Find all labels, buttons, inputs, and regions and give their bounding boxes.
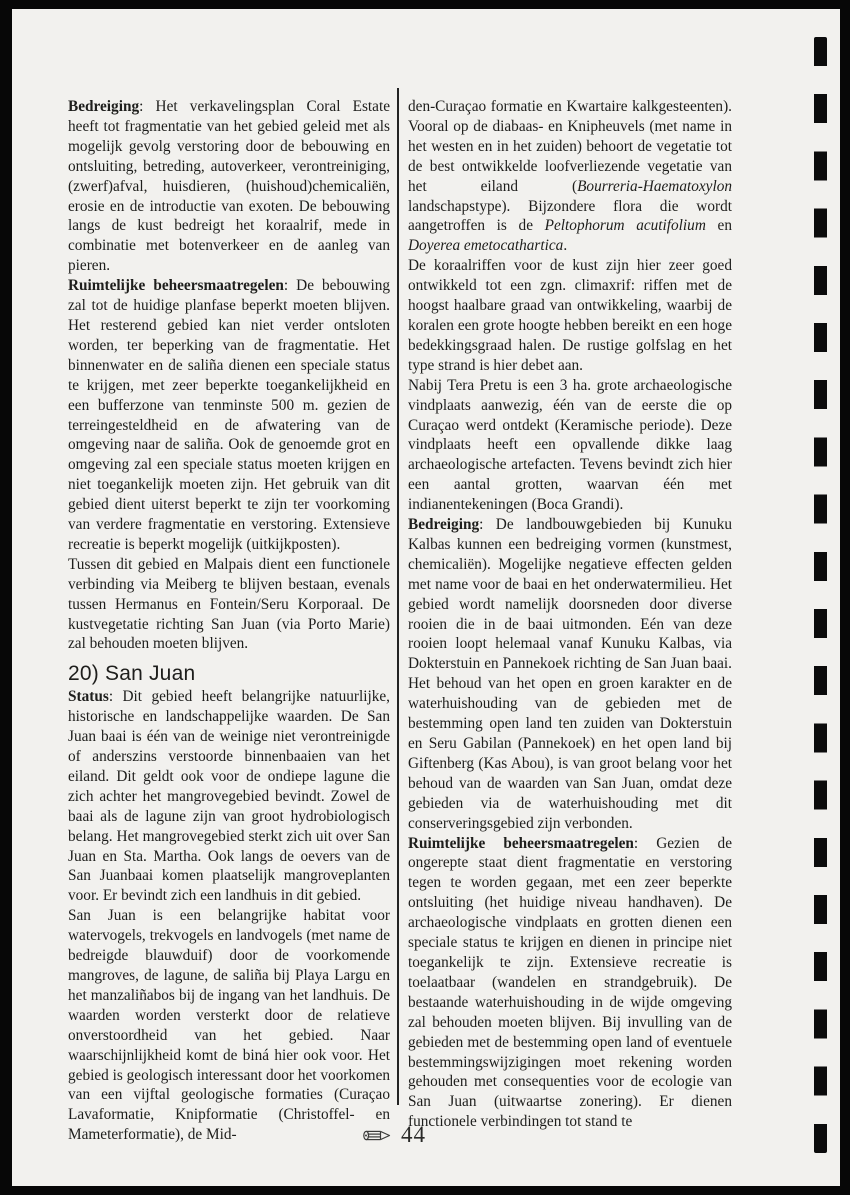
page [12,9,840,1186]
paragraph: Ruimtelijke beheersmaatregelen: Gezien de ongerepte staat dient fragmentatie en verstoring tegen te worden gegaan, met een zeer beperkte ontsluiting (het huidige niveau handhaven). De archaeologische vindplaats en grotten dienen een speciale status te krijgen en dienen in principe niet toegankelijk te zijn. Extensieve recreatie is toelaatbaar (wandelen en strandgebruik). De bestaande waterhuishouding in de wijde omgeving zal behouden moeten blijven. Bij invulling van de gebieden met de bestemming open land of eventuele bestemmingswijzigingen moet rekening worden gehouden met consequenties voor de ecologie van San Juan (uitwaartse zonering). Er dienen functionele verbindingen tot stand te [408,834,732,1131]
paragraph: Tussen dit gebied en Malpais dient een functionele verbinding via Meiberg te blijven bestaan, evenals tussen Hermanus en Fontein/Seru Korporaal. De kustvegetatie richting San Juan (via Porto Marie) zal behouden moeten blijven. [68,555,390,653]
binding-holes [814,37,827,1153]
section-heading: 20) San Juan [68,662,196,686]
paragraph: Ruimtelijke beheersmaatregelen: De bebouwing zal tot de huidige planfase beperkt moeten blijven. Het resterend gebied kan niet verder ontsloten worden, ter beperking van de fragmentatie. Het binnenwater en de saliña dienen een speciale status te krijgen, met zeer beperkte toegankelijkheid en een bufferzone van tenminste 500 m. gezien de terreingesteldheid en de afwatering van de omgeving naar de saliña. Ook de genoemde grot en omgeving zal een speciale status moeten krijgen en niet toegankelijk moeten zijn. Het gebruik van dit gebied dient uiterst beperkt te zijn ter voorkoming van verdere fragmentatie en verstoring. Extensieve recreatie is beperkt mogelijk (uitkijkposten). [68,277,390,553]
page-footer [362,1122,426,1148]
paragraph: den-Curaçao formatie en Kwartaire kalkgesteenten). Vooral op de diabaas- en Knipheuvels (met name in het westen en in het zuiden) behoort de vegetatie tot de best ontwikkelde loofverliezende vegetatie van het eiland (Bourreria-Haematoxylon landschapstype). Bijzondere flora die wordt aangetroffen is de Peltophorum acutifolium en Doyerea emetocathartica. [408,98,732,255]
paragraph: Bedreiging: De landbouwgebieden bij Kunuku Kalbas kunnen een bedreiging vormen (kunstmest, chemicaliën). Mogelijke negatieve effecten gelden met name voor de baai en het onderwatermilieu. Het gebied wordt namelijk doorsneden door diverse rooien die in de baai uitmonden. Eén van deze rooien loopt helemaal vanaf Kunuku Kalbas, via Dokterstuin en Pannekoek richting de San Juan baai. Het behoud van het open en groen karakter en de waterhuishouding van de gebieden met de bestemming open land ten zuiden van Dokterstuin en Seru Gabilan (Pannekoek) en het open land bij Giftenberg (Kas Abou), is van groot belang voor het behoud van de waarden van San Juan, omdat deze gebieden via de waterhuishouding met dit conserveringsgebied zijn verbonden. [408,516,732,832]
paragraph: Bedreiging: Het verkavelingsplan Coral Estate heeft tot fragmentatie van het gebied geleid met als mogelijk gevolg verstoring door de bebouwing en ontsluiting, betreding, autoverkeer, verontreiniging, (zwerf)afval, huisdieren, (huishoud)chemicaliën, erosie en de introductie van exoten. De bebouwing langs de kust bedreigt het koraalrif, mede in combinatie met botenverkeer en de aanleg van pieren. [68,98,390,275]
column-left [68,97,390,1145]
page-number: 44 [401,1122,426,1147]
pencil-icon [362,1128,392,1143]
paragraph: Status: Dit gebied heeft belangrijke natuurlijke, historische en landschappelijke waarden. De San Juan baai is één van de weinige niet verontreinigde of anderszins verstoorde binnenbaaien van het eiland. Dit geldt ook voor de ondiepe lagune die zich achter het mangrovegebied bevindt. Zowel de baai als de lagune zijn van groot hydrobiologisch belang. Het mangrovegebied sterkt zich uit over San Juan en Sta. Martha. Ook langs de oevers van de San Juanbaai komen plaatselijk mangroveplanten voor. Er bevindt zich een landhuis in dit gebied. [68,688,390,905]
paragraph: San Juan is een belangrijke habitat voor watervogels, trekvogels en landvogels (met name de bedreigde blauwduif) door de voorkomende mangroves, de lagune, de saliña bij Playa Largu en het manzaliñabos bij de ingang van het landhuis. De waarden worden versterkt door de relatieve onverstoordheid van het gebied. Naar waarschijnlijkheid komt de biná hier ook voor. Het gebied is geologisch interessant door het voorkomen van een vijftal geologische formaties (Curaçao Lavaformatie, Knipformatie (Christoffel- en Mameterformatie), de Mid- [68,907,391,1144]
column-right [408,97,732,1132]
column-divider [397,88,399,1105]
paragraph: De koraalriffen voor de kust zijn hier zeer goed ontwikkeld tot een zgn. climaxrif: riffen met de hoogst haalbare graad van ontwikkeling, waarbij de koralen een grote hoogte hebben bereikt en een hoge bedekkingsgraad halen. De rustige golfslag en het type strand is hier debet aan. [408,257,732,374]
paragraph: Nabij Tera Pretu is een 3 ha. grote archaeologische vindplaats aanwezig, één van de eerste die op Curaçao werd ontdekt (Keramische periode). Deze vindplaats heeft een opvallende dikke laag archaeologische artefacten. Tevens bevindt zich hier een aantal grotten, waarvan één met indianentekeningen (Boca Grandi). [408,376,732,514]
